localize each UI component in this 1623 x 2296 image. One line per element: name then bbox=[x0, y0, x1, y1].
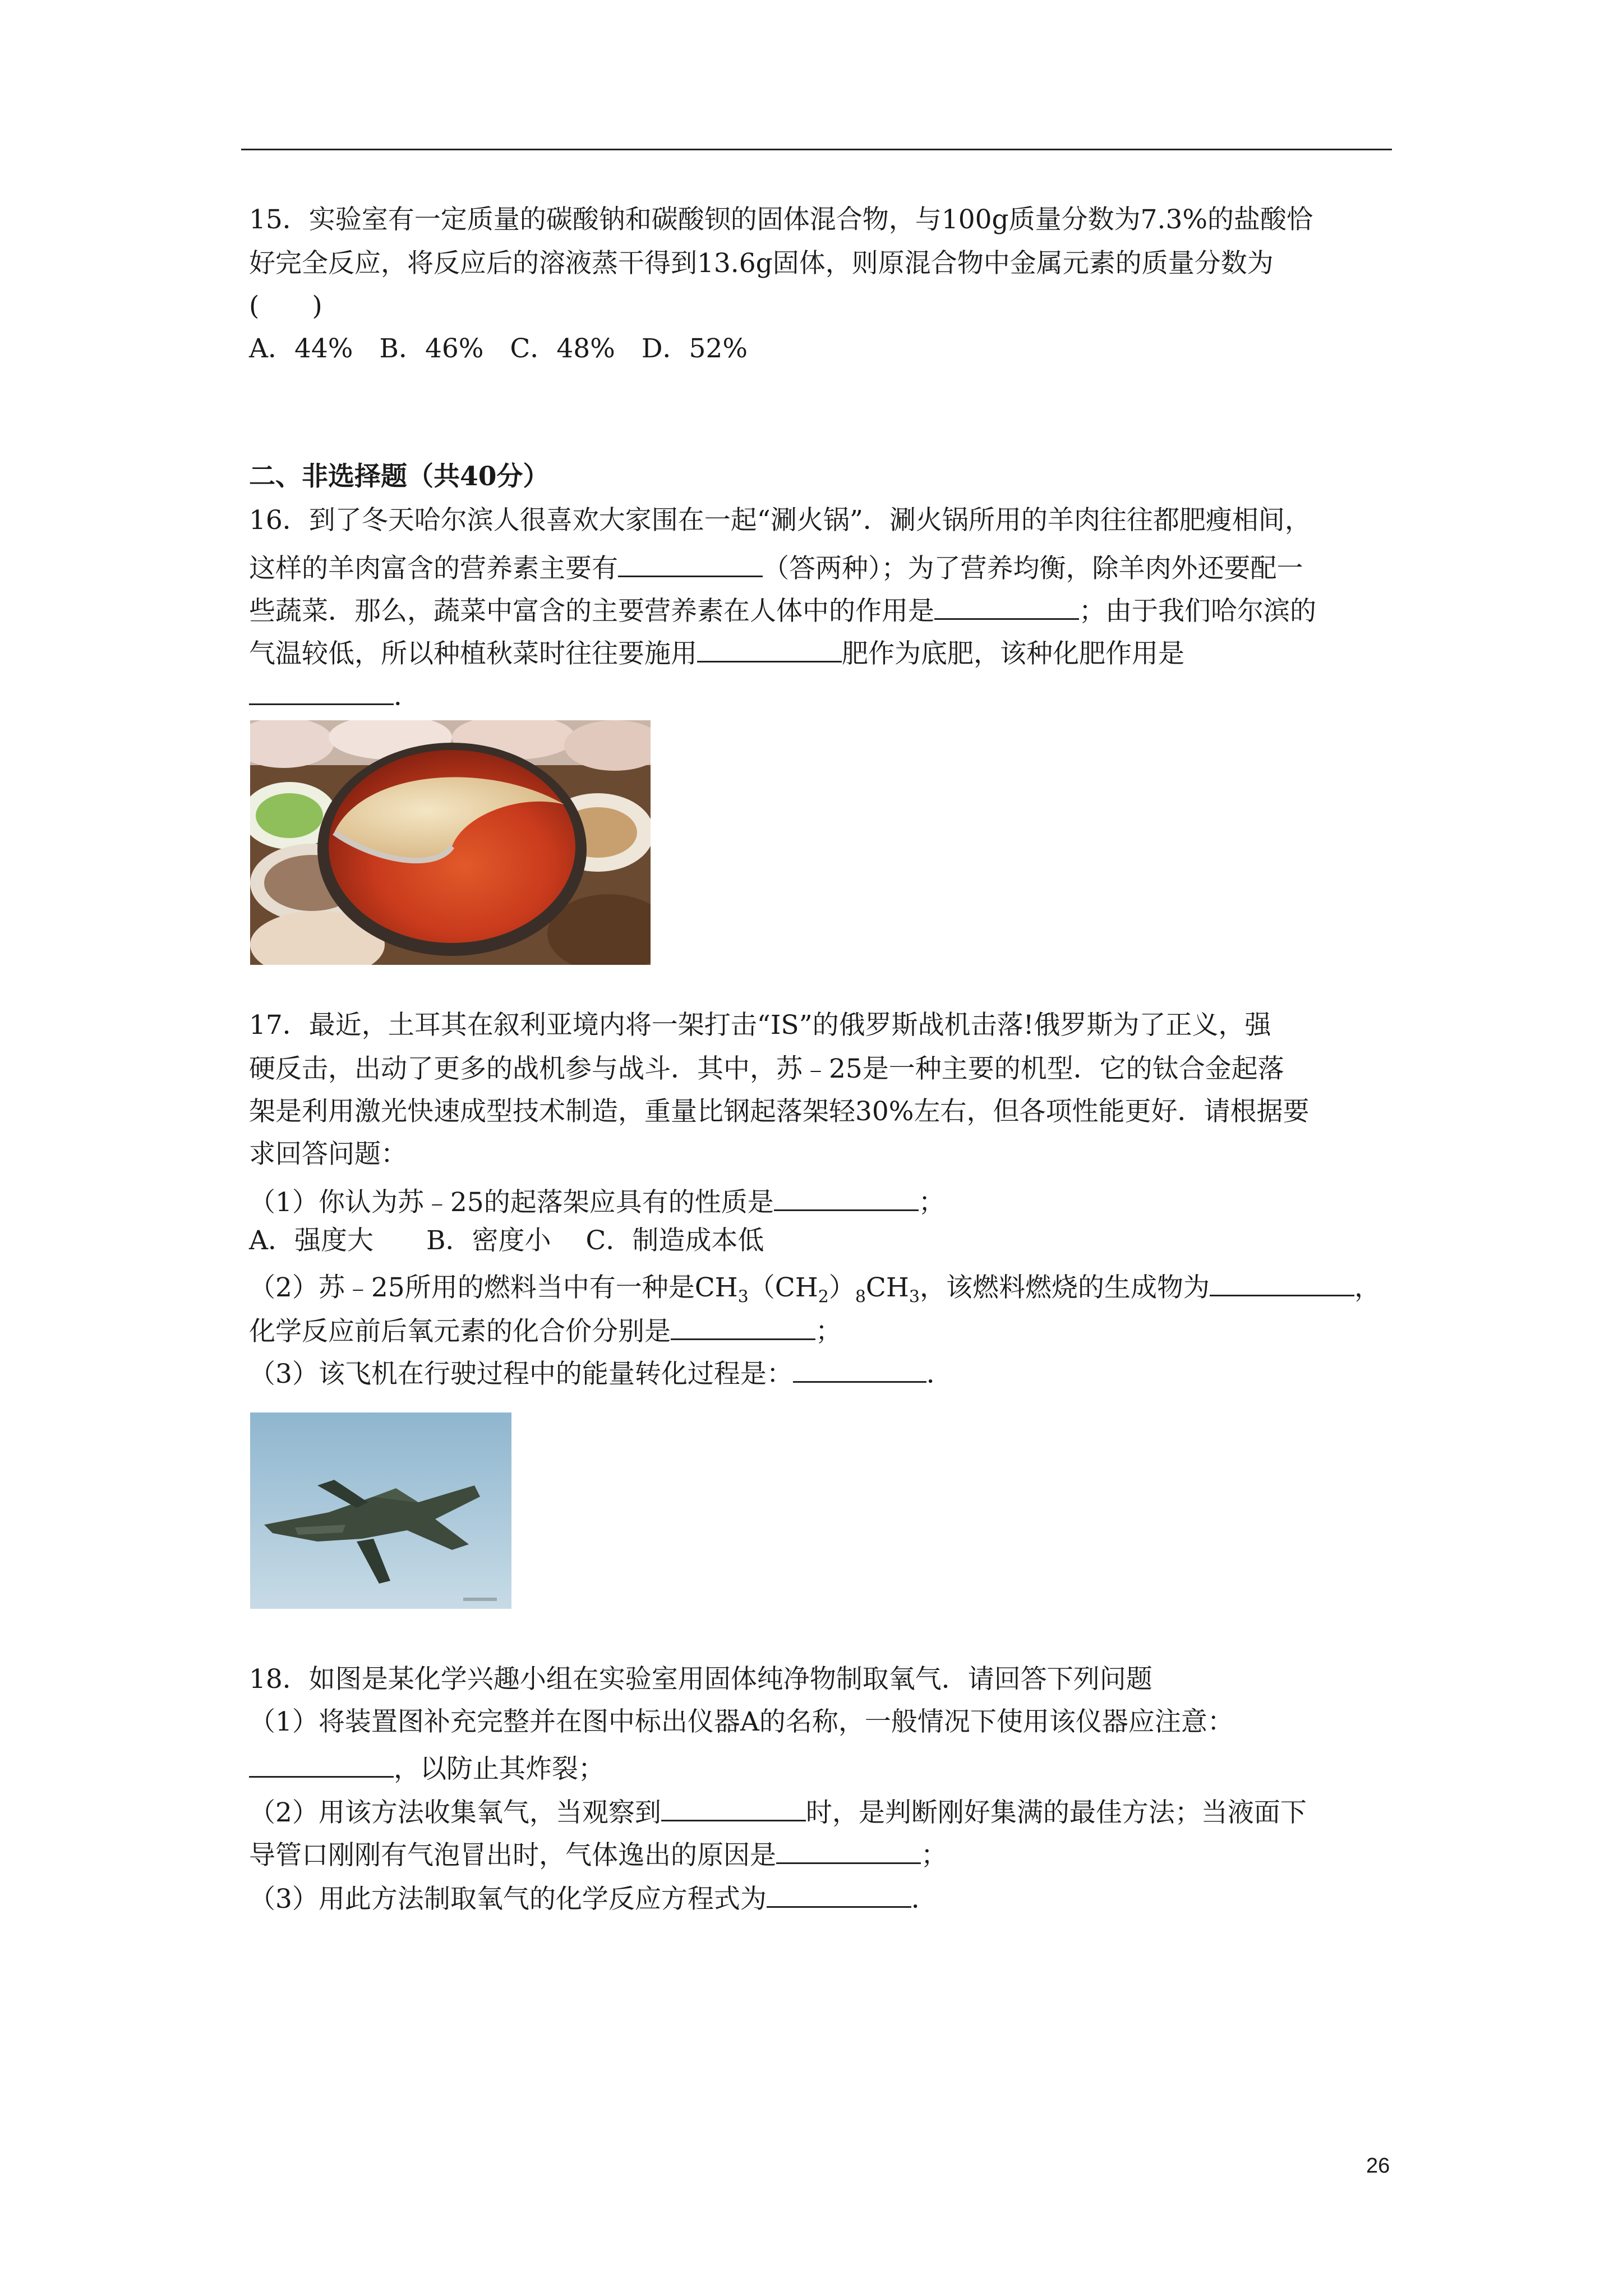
q17-text: ） bbox=[828, 1272, 855, 1303]
q17-part-1 bbox=[249, 1181, 945, 1220]
page-number: 26 bbox=[1366, 2154, 1390, 2178]
q18-line-1: 18．如图是某化学兴趣小组在实验室用固体纯净物制取氧气．请回答下列问题 bbox=[249, 1664, 1152, 1695]
q17-line-1: 17．最近，土耳其在叙利亚境内将一架打击“IS”的俄罗斯战机击落!俄罗斯为了正义，强 bbox=[249, 1010, 1271, 1041]
subscript: 2 bbox=[818, 1287, 829, 1307]
q15-line-2: 好完全反应，将反应后的溶液蒸干得到13.6g固体，则原混合物中金属元素的质量分数为 bbox=[249, 248, 1274, 279]
q17-text: ，该燃料燃烧的生成物为 bbox=[919, 1272, 1210, 1303]
answer-blank[interactable] bbox=[1210, 1267, 1354, 1296]
subscript: 3 bbox=[909, 1287, 920, 1307]
q17-text: CH bbox=[865, 1272, 909, 1303]
q18-part-1-cont bbox=[249, 1748, 605, 1786]
q18-text: ． bbox=[911, 1884, 938, 1915]
q17-text: ． bbox=[926, 1359, 953, 1389]
answer-blank[interactable] bbox=[793, 1353, 926, 1383]
answer-blank[interactable] bbox=[671, 1310, 815, 1340]
answer-blank[interactable] bbox=[697, 633, 842, 662]
q18-part-2-cont bbox=[249, 1834, 947, 1872]
q15-line-1: 15．实验室有一定质量的碳酸钠和碳酸钡的固体混合物，与100g质量分数为7.3%的盐酸恰 bbox=[249, 204, 1313, 235]
q18-part-1: （1）将装置图补充完整并在图中标出仪器A的名称，一般情况下使用该仪器应注意： bbox=[249, 1706, 1234, 1737]
q17-text: 化学反应前后氧元素的化合价分别是 bbox=[249, 1316, 671, 1347]
q18-part-2 bbox=[249, 1792, 1307, 1830]
answer-blank[interactable] bbox=[767, 1878, 911, 1908]
q16-text: 些蔬菜．那么，蔬菜中富含的主要营养素在人体中的作用是 bbox=[249, 596, 934, 627]
q17-text: （CH bbox=[748, 1272, 818, 1303]
answer-blank[interactable] bbox=[934, 590, 1079, 620]
answer-blank[interactable] bbox=[618, 547, 763, 577]
q16-text: 气温较低，所以种植秋菜时往往要施用 bbox=[249, 638, 697, 669]
q17-part-1-options: A．强度大 B．密度小 C．制造成本低 bbox=[249, 1225, 764, 1256]
q18-text: （2）用该方法收集氧气，当观察到 bbox=[249, 1797, 661, 1828]
jet-image bbox=[250, 1412, 511, 1609]
q16-text: 这样的羊肉富含的营养素主要有 bbox=[249, 553, 618, 584]
q15-options: A．44% B．46% C．48% D．52% bbox=[249, 333, 748, 364]
section-heading: 二、非选择题（共40分） bbox=[249, 461, 550, 492]
q17-text: ； bbox=[918, 1187, 945, 1218]
q17-text: （3）该飞机在行驶过程中的能量转化过程是： bbox=[249, 1359, 793, 1389]
answer-blank[interactable] bbox=[774, 1181, 919, 1211]
q16-text: （答两种）；为了营养均衡，除羊肉外还要配一 bbox=[763, 553, 1303, 584]
q18-text: ，以防止其炸裂； bbox=[394, 1754, 605, 1784]
q17-text: ； bbox=[815, 1316, 842, 1347]
q16-line-5 bbox=[249, 675, 420, 714]
q17-line-4: 求回答问题： bbox=[249, 1139, 407, 1170]
subscript: 3 bbox=[737, 1287, 749, 1307]
q16-line-4 bbox=[249, 633, 1184, 671]
q18-text: （3）用此方法制取氧气的化学反应方程式为 bbox=[249, 1884, 767, 1915]
header-rule bbox=[241, 149, 1392, 150]
q17-text: （2）苏﹣25所用的燃料当中有一种是CH bbox=[249, 1272, 738, 1303]
answer-blank[interactable] bbox=[249, 1748, 394, 1778]
q16-line-3 bbox=[249, 590, 1316, 628]
subscript: 8 bbox=[855, 1287, 866, 1307]
q16-text: ；由于我们哈尔滨的 bbox=[1079, 596, 1316, 627]
q18-text: ； bbox=[921, 1840, 947, 1871]
answer-blank[interactable] bbox=[661, 1792, 806, 1821]
q18-part-3 bbox=[249, 1878, 938, 1916]
q17-text: ， bbox=[1354, 1272, 1381, 1303]
q17-part-3 bbox=[249, 1353, 953, 1391]
q17-part-2 bbox=[249, 1267, 1381, 1314]
q17-part-2-cont bbox=[249, 1310, 842, 1349]
hotpot-photo bbox=[250, 720, 651, 965]
fighter-jet-photo bbox=[250, 1412, 511, 1609]
q18-text: 时，是判断刚好集满的最佳方法；当液面下 bbox=[805, 1797, 1307, 1828]
q15-line-3: ( ) bbox=[249, 291, 322, 321]
hotpot-image bbox=[250, 720, 651, 965]
q16-text: 肥作为底肥，该种化肥作用是 bbox=[842, 638, 1184, 669]
answer-blank[interactable] bbox=[249, 675, 394, 705]
q17-text: （1）你认为苏﹣25的起落架应具有的性质是 bbox=[249, 1187, 774, 1218]
answer-blank[interactable] bbox=[776, 1834, 921, 1864]
q18-text: 导管口刚刚有气泡冒出时，气体逸出的原因是 bbox=[249, 1840, 776, 1871]
q17-line-3: 架是利用激光快速成型技术制造，重量比钢起落架轻30%左右，但各项性能更好．请根据要 bbox=[249, 1096, 1310, 1127]
q17-line-2: 硬反击，出动了更多的战机参与战斗．其中，苏﹣25是一种主要的机型．它的钛合金起落 bbox=[249, 1053, 1284, 1084]
q16-text: ． bbox=[394, 681, 420, 712]
q16-line-2 bbox=[249, 547, 1303, 586]
q16-line-1: 16．到了冬天哈尔滨人很喜欢大家围在一起“涮火锅”．涮火锅所用的羊肉往往都肥瘦相间， bbox=[249, 505, 1311, 536]
